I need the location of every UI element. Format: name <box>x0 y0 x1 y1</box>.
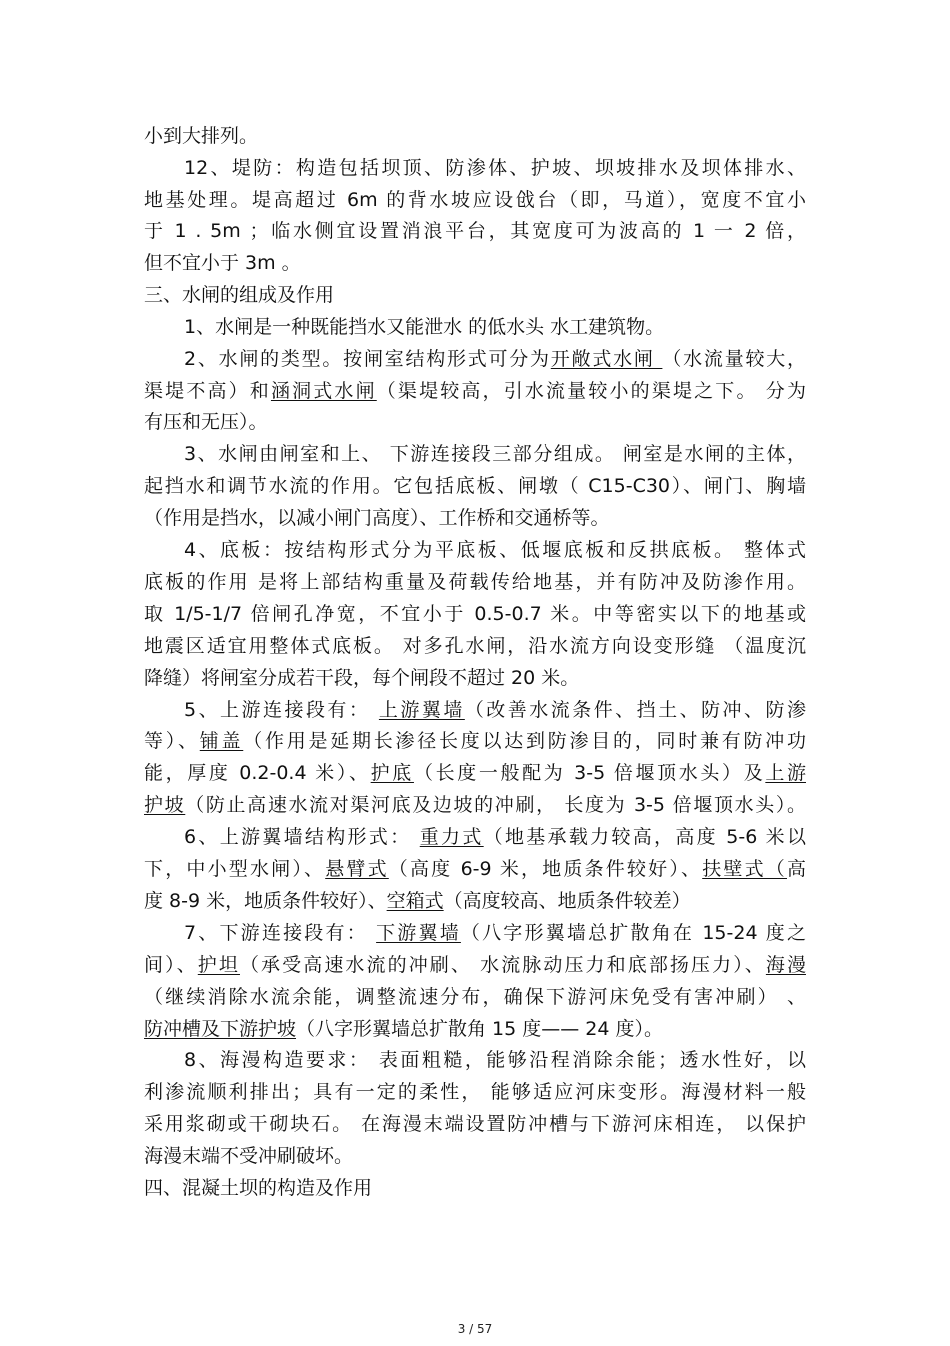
text-segment: （长度一般配为 3-5 倍堰顶水头）及 <box>413 762 766 784</box>
underlined-term: 开敞式水闸 <box>550 348 663 370</box>
underlined-term: 涵洞式水闸 <box>270 380 377 402</box>
text-segment: 8、海漫构造要求： 表面粗糙，能够沿程消除余能；透水性好，以 <box>184 1049 806 1071</box>
text-line <box>144 634 806 660</box>
text-line <box>184 698 806 724</box>
text-segment: 等）、 <box>144 730 200 752</box>
text-line <box>184 156 806 182</box>
text-segment: 四、混凝土坝的构造及作用 <box>144 1177 373 1199</box>
text-line <box>144 251 806 277</box>
underlined-term: 护坡 <box>144 794 186 816</box>
underlined-term: 海漫 <box>765 954 806 976</box>
text-segment: 高 <box>786 858 806 880</box>
underlined-term: 上游 <box>765 762 806 784</box>
text-segment: （改善水流条件、挡土、防冲、防渗 <box>464 699 806 721</box>
text-line <box>144 602 806 628</box>
text-line <box>184 347 806 373</box>
text-line <box>144 889 806 915</box>
text-line <box>184 538 806 564</box>
text-segment: （渠堤较高，引水流量较小的渠堤之下。 分为 <box>376 380 806 402</box>
text-line <box>144 1112 806 1138</box>
text-segment: 起挡水和调节水流的作用。它包括底板、闸墩（ C15-C30）、闸门、胸墙 <box>144 475 806 497</box>
text-line <box>144 1080 806 1106</box>
underlined-term: 重力式 <box>419 826 484 848</box>
text-segment: （作用是挡水，以减小闸门高度）、工作桥和交通桥等。 <box>144 507 610 529</box>
text-segment: 利渗流顺利排出；具有一定的柔性， 能够适应河床变形。海漫材料一般 <box>144 1081 806 1103</box>
text-line <box>144 761 806 787</box>
text-line <box>144 1176 806 1202</box>
page-number: 3 / 57 <box>457 1322 493 1336</box>
text-line <box>144 283 806 309</box>
text-segment: 地震区适宜用整体式底板。 对多孔水闸，沿水流方向设变形缝 （温度沉 <box>144 635 806 657</box>
text-segment: 度 8-9 米，地质条件较好）、 <box>144 890 387 912</box>
text-line <box>144 570 806 596</box>
text-segment: 海漫末端不受冲刷破坏。 <box>144 1145 354 1167</box>
text-segment: 小到大排列。 <box>144 125 259 147</box>
text-segment: 1、水闸是一种既能挡水又能泄水 的低水头 水工建筑物。 <box>184 316 665 338</box>
text-segment: 5、上游连接段有： <box>184 699 379 721</box>
text-segment: 7、下游连接段有： <box>184 922 377 944</box>
text-segment: 有压和无压）。 <box>144 411 268 433</box>
text-line <box>184 315 806 341</box>
text-segment: 渠堤不高）和 <box>144 380 271 402</box>
text-line <box>144 219 806 245</box>
text-segment: （高度较高、地质条件较差） <box>443 890 691 912</box>
underlined-term: 护底 <box>370 762 414 784</box>
text-segment: （水流量较大， <box>662 348 806 370</box>
underlined-term: 铺盖 <box>199 730 244 752</box>
text-line <box>144 410 806 436</box>
text-segment: 降缝）将闸室分成若干段，每个闸段不超过 20 米。 <box>144 667 580 689</box>
underlined-term: 扶壁式（ <box>702 858 787 880</box>
text-segment: 能，厚度 0.2-0.4 米）、 <box>144 762 371 784</box>
text-segment: （八字形翼墙总扩散角 15 度—— 24 度）。 <box>296 1018 664 1040</box>
text-line <box>144 188 806 214</box>
text-segment: 采用浆砌或干砌块石。 在海漫末端设置防冲槽与下游河床相连， 以保护 <box>144 1113 806 1135</box>
text-line <box>144 474 806 500</box>
text-line <box>144 857 806 883</box>
text-segment: （高度 6-9 米，地质条件较好）、 <box>388 858 703 880</box>
text-line <box>184 921 806 947</box>
text-line <box>144 506 806 532</box>
text-segment: 三、水闸的组成及作用 <box>144 284 335 306</box>
text-line <box>184 442 806 468</box>
text-segment: 取 1/5-1/7 倍闸孔净宽，不宜小于 0.5-0.7 米。中等密实以下的地基或 <box>144 603 806 625</box>
underlined-term: 护坦 <box>197 954 240 976</box>
text-segment: （地基承载力较高，高度 5-6 米以 <box>483 826 806 848</box>
text-line <box>144 793 806 819</box>
text-segment: 间）、 <box>144 954 198 976</box>
text-line <box>144 666 806 692</box>
text-segment: 3、水闸由闸室和上、 下游连接段三部分组成。 闸室是水闸的主体， <box>184 443 806 465</box>
text-line <box>184 825 806 851</box>
underlined-term: 悬臂式 <box>325 858 389 880</box>
text-line <box>144 729 806 755</box>
text-line <box>144 1144 806 1170</box>
text-segment: （作用是延期长渗径长度以达到防渗目的，同时兼有防冲功 <box>243 730 806 752</box>
text-line <box>184 1048 806 1074</box>
text-segment: 下，中小型水闸）、 <box>144 858 326 880</box>
text-line <box>144 124 806 150</box>
text-segment: 12、堤防：构造包括坝顶、防渗体、护坡、坝坡排水及坝体排水、 <box>184 157 806 179</box>
underlined-term: 下游翼墙 <box>376 922 461 944</box>
text-segment: 但不宜小于 3m 。 <box>144 252 301 274</box>
text-segment: （八字形翼墙总扩散角在 15-24 度之 <box>460 922 806 944</box>
text-line <box>144 985 806 1011</box>
text-segment: 底板的作用 是将上部结构重量及荷载传给地基，并有防冲及防渗作用。 <box>144 571 806 593</box>
text-segment: （继续消除水流余能，调整流速分布，确保下游河床免受有害冲刷） 、 <box>144 986 806 1008</box>
text-segment: 4、底板：按结构形式分为平底板、低堰底板和反拱底板。 整体式 <box>184 539 806 561</box>
text-segment: 于 1 . 5m ；临水侧宜设置消浪平台，其宽度可为波高的 1 一 2 倍， <box>144 220 806 242</box>
underlined-term: 上游翼墙 <box>378 699 465 721</box>
text-segment: 地基处理。堤高超过 6m 的背水坡应设戗台（即，马道），宽度不宜小 <box>144 189 806 211</box>
text-segment: （防止高速水流对渠河底及边坡的冲刷， 长度为 3-5 倍堰顶水头）。 <box>185 794 806 816</box>
text-line <box>144 379 806 405</box>
text-segment: 6、上游翼墙结构形式： <box>184 826 420 848</box>
text-segment: （承受高速水流的冲刷、 水流脉动压力和底部扬压力）、 <box>239 954 766 976</box>
text-segment: 2、水闸的类型。按闸室结构形式可分为 <box>184 348 551 370</box>
text-line <box>144 1017 806 1043</box>
underlined-term: 防冲槽及下游护坡 <box>144 1018 297 1040</box>
underlined-term: 空箱式 <box>386 890 444 912</box>
text-line <box>144 953 806 979</box>
